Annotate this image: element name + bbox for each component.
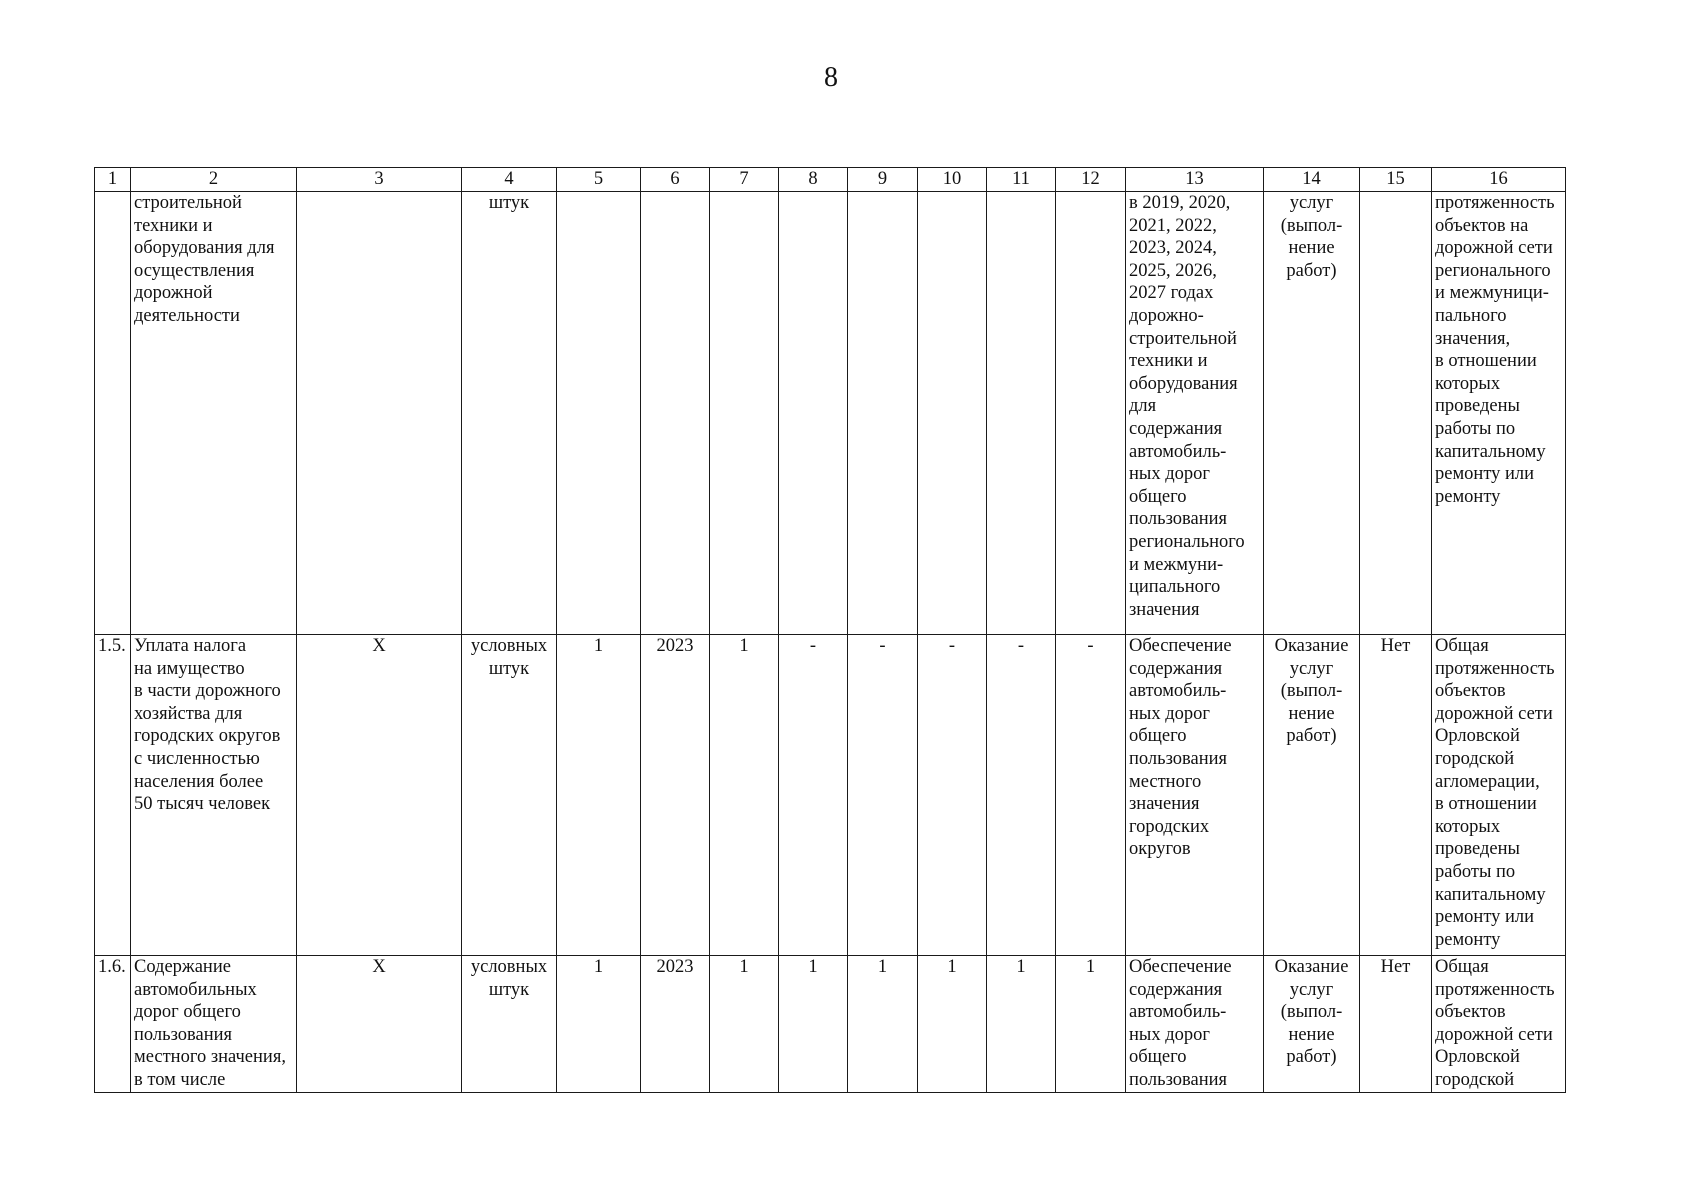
cell-type: Оказание услуг (выпол- нение работ) xyxy=(1264,956,1360,1093)
cell-activity-name: Уплата налога на имущество в части дорожного хозяйства для городских округов с численностью населения более 50 тысяч человек xyxy=(131,635,297,956)
data-table xyxy=(94,167,1566,1093)
cell-activity-name: Содержание автомобильных дорог общего пользования местного значения, в том числе xyxy=(131,956,297,1093)
cell-col-15: Нет xyxy=(1360,956,1432,1093)
cell-col-15 xyxy=(1360,192,1432,635)
cell-unit: штук xyxy=(462,192,557,635)
column-number: 13 xyxy=(1126,168,1264,192)
cell-col-10 xyxy=(918,192,987,635)
cell-col-11: - xyxy=(987,635,1056,956)
cell-col-8 xyxy=(779,192,848,635)
cell-col-10: - xyxy=(918,635,987,956)
cell-description: Обеспечение содержания автомобиль- ных дорог общего пользования xyxy=(1126,956,1264,1093)
page-number: 8 xyxy=(824,62,838,93)
cell-col-7: 1 xyxy=(710,635,779,956)
cell-col-3: X xyxy=(297,956,462,1093)
cell-indicator: Общая протяженность объектов дорожной сети Орловской городской xyxy=(1432,956,1566,1093)
cell-type: Оказание услуг (выпол- нение работ) xyxy=(1264,635,1360,956)
cell-col-11: 1 xyxy=(987,956,1056,1093)
cell-col-6 xyxy=(641,192,710,635)
cell-unit: условных штук xyxy=(462,956,557,1093)
cell-type: услуг (выпол- нение работ) xyxy=(1264,192,1360,635)
column-number: 3 xyxy=(297,168,462,192)
cell-item-number: 1.6. xyxy=(95,956,131,1093)
cell-col-9: - xyxy=(848,635,918,956)
table-row xyxy=(95,956,1566,1093)
column-number: 8 xyxy=(779,168,848,192)
column-number: 9 xyxy=(848,168,918,192)
cell-indicator: Общая протяженность объектов дорожной сети Орловской городской агломерации, в отношении которых проведены работы по капитальному ремонту или ремонту xyxy=(1432,635,1566,956)
column-number: 4 xyxy=(462,168,557,192)
cell-col-12: - xyxy=(1056,635,1126,956)
cell-col-11 xyxy=(987,192,1056,635)
cell-col-8: - xyxy=(779,635,848,956)
cell-col-5 xyxy=(557,192,641,635)
column-number: 10 xyxy=(918,168,987,192)
cell-col-5: 1 xyxy=(557,956,641,1093)
cell-description: Обеспечение содержания автомобиль- ных дорог общего пользования местного значения городских округов xyxy=(1126,635,1264,956)
column-number: 11 xyxy=(987,168,1056,192)
cell-unit: условных штук xyxy=(462,635,557,956)
cell-col-6: 2023 xyxy=(641,635,710,956)
table-row xyxy=(95,192,1566,635)
cell-col-5: 1 xyxy=(557,635,641,956)
cell-col-9 xyxy=(848,192,918,635)
cell-col-6: 2023 xyxy=(641,956,710,1093)
column-number: 14 xyxy=(1264,168,1360,192)
cell-col-8: 1 xyxy=(779,956,848,1093)
column-number: 5 xyxy=(557,168,641,192)
cell-col-3 xyxy=(297,192,462,635)
column-number: 1 xyxy=(95,168,131,192)
column-number: 2 xyxy=(131,168,297,192)
table-row xyxy=(95,635,1566,956)
cell-col-12: 1 xyxy=(1056,956,1126,1093)
column-number: 15 xyxy=(1360,168,1432,192)
cell-col-3: X xyxy=(297,635,462,956)
cell-col-9: 1 xyxy=(848,956,918,1093)
cell-col-15: Нет xyxy=(1360,635,1432,956)
column-number: 12 xyxy=(1056,168,1126,192)
cell-col-12 xyxy=(1056,192,1126,635)
cell-col-7 xyxy=(710,192,779,635)
cell-col-7: 1 xyxy=(710,956,779,1093)
cell-item-number xyxy=(95,192,131,635)
cell-description: в 2019, 2020, 2021, 2022, 2023, 2024, 2025, 2026, 2027 годах дорожно- строительной техники и оборудования для содержания автомобиль- ных дорог общего пользования регионального и межмуни- ципального значения xyxy=(1126,192,1264,635)
column-number: 6 xyxy=(641,168,710,192)
column-number: 16 xyxy=(1432,168,1566,192)
cell-activity-name: строительной техники и оборудования для осуществления дорожной деятельности xyxy=(131,192,297,635)
cell-col-10: 1 xyxy=(918,956,987,1093)
cell-item-number: 1.5. xyxy=(95,635,131,956)
column-number: 7 xyxy=(710,168,779,192)
cell-indicator: протяженность объектов на дорожной сети регионального и межмуници- пального значения, в отношении которых проведены работы по капитальному ремонту или ремонту xyxy=(1432,192,1566,635)
column-number-row xyxy=(95,168,1566,192)
